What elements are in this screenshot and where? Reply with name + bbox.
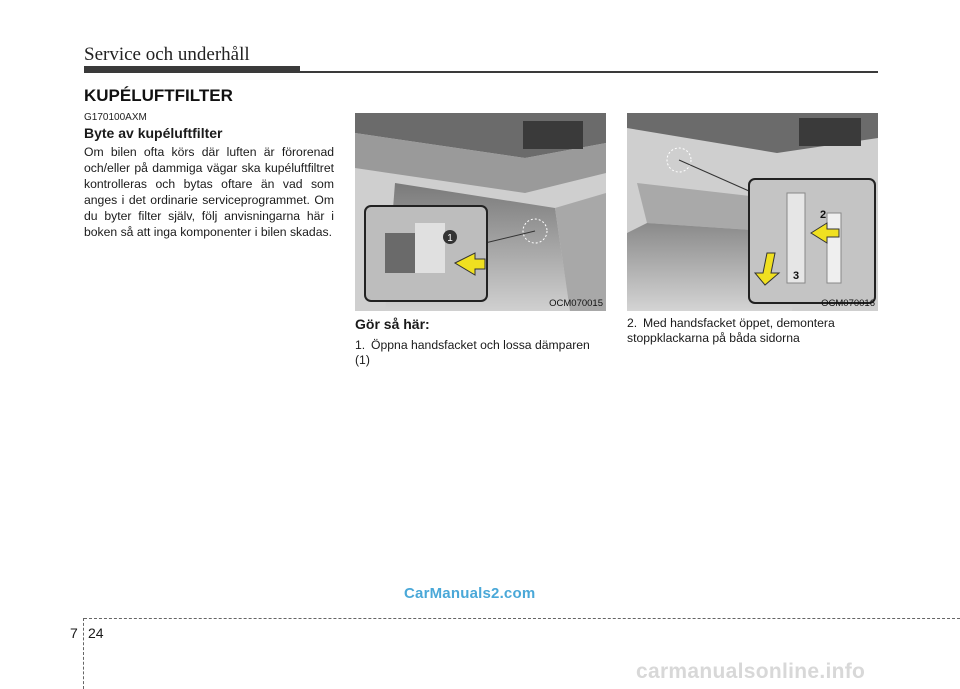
figure-2-illustration	[627, 113, 878, 311]
figure-1	[355, 113, 606, 311]
figure-code: OCM070015	[549, 298, 603, 309]
callout-1: 1	[447, 233, 453, 244]
header-rule	[300, 71, 878, 73]
step-1	[355, 338, 605, 368]
reference-code: G170100AXM	[84, 112, 147, 123]
footer-divider	[84, 618, 960, 619]
chapter-number: 7	[70, 625, 78, 641]
instructions-heading: Gör så här:	[355, 316, 430, 332]
callout-2: 2	[819, 209, 827, 221]
header-bar	[84, 66, 300, 73]
header-title: Service och underhåll	[84, 44, 250, 65]
step-text: Med handsfacket öppet, demontera stoppklackarna på båda sidorna	[627, 316, 835, 345]
section-title: KUPÉLUFTFILTER	[84, 86, 233, 105]
watermark-link[interactable]: CarManuals2.com	[404, 585, 536, 602]
step-number: 1.	[355, 338, 366, 352]
intro-paragraph: Om bilen ofta körs där luften är förorenad och/eller på dammiga vägar ska kupéluftfiltret kontrolleras och bytas oftare än vad som anges i det ordinarie serviceprogrammet. Om du byter filter själv, följ anvisningarna här i boken så att inga komponenter i bilen skadas.	[84, 145, 334, 239]
step-number: 2.	[627, 316, 638, 330]
footer-watermark: carmanualsonline.info	[636, 660, 866, 683]
figure-code: OCM070016	[821, 298, 875, 309]
footer-divider-vertical	[83, 618, 84, 689]
callout-3: 3	[792, 270, 800, 282]
page-number: 24	[88, 625, 104, 641]
subsection-heading: Byte av kupéluftfilter	[84, 125, 223, 141]
step-2	[627, 316, 877, 346]
figure-2	[627, 113, 878, 311]
step-text: Öppna handsfacket och lossa dämparen (1)	[355, 338, 590, 367]
figure-1-illustration	[355, 113, 606, 311]
